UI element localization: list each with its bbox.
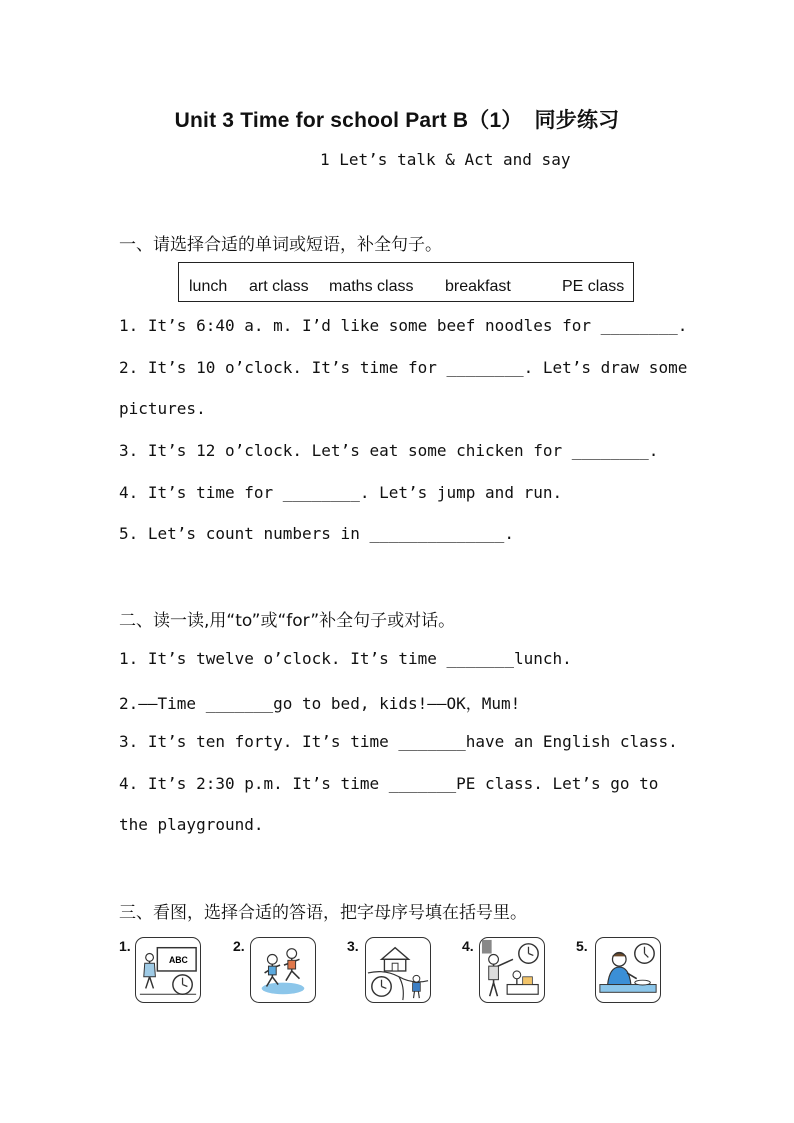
section3-heading: 三、看图，选择合适的答语，把字母序号填在括号里。 (119, 903, 527, 923)
children-running-icon (250, 937, 316, 1003)
page-title (0, 104, 794, 134)
title-suffix: 同步练习 (534, 109, 620, 132)
section2-question-2: 2.——Time _______go to bed, kids!——OK，Mum! (119, 694, 521, 713)
picture-number: 1. (119, 938, 131, 954)
section1-question-3: 3. It’s 12 o’clock. Let’s eat some chicken for ________. (119, 441, 659, 460)
house-road-clock-icon (365, 937, 431, 1003)
title-main: Unit 3 Time for school Part B（1） (174, 109, 523, 132)
word-bank-box (178, 262, 634, 302)
section1-heading: 一、请选择合适的单词或短语，补全句子。 (119, 235, 442, 255)
section1-question-1: 1. It’s 6:40 a. m. I’d like some beef noodles for ________. (119, 316, 688, 335)
board-text: ABC (168, 955, 188, 966)
word-bank-item: lunch (189, 278, 228, 295)
section1-question-2-cont: pictures. (119, 399, 206, 418)
father-child-clock-icon (479, 937, 545, 1003)
section1-question-5: 5. Let’s count numbers in ______________. (119, 524, 514, 543)
picture-number: 3. (347, 938, 359, 954)
word-bank-item: PE class (562, 278, 625, 295)
classroom-teacher-icon (135, 937, 201, 1003)
boy-eating-clock-icon (595, 937, 661, 1003)
picture-number: 4. (462, 938, 474, 954)
section2-heading: 二、读一读,用“to”或“for”补全句子或对话。 (119, 611, 456, 631)
section1-question-2: 2. It’s 10 o’clock. It’s time for ________. Let’s draw some (119, 358, 688, 377)
word-bank-item: art class (249, 278, 309, 295)
word-bank-item: breakfast (445, 278, 511, 295)
section2-question-4-cont: the playground. (119, 815, 264, 834)
section1-question-4: 4. It’s time for ________. Let’s jump and run. (119, 483, 563, 502)
word-bank-item: maths class (329, 278, 414, 295)
section2-question-3: 3. It’s ten forty. It’s time _______have an English class. (119, 732, 678, 751)
section2-question-4: 4. It’s 2:30 p.m. It’s time _______PE class. Let’s go to (119, 774, 659, 793)
picture-number: 5. (576, 938, 588, 954)
picture-number: 2. (233, 938, 245, 954)
section2-question-1: 1. It’s twelve o’clock. It’s time _______lunch. (119, 649, 572, 668)
page-subtitle: 1 Let’s talk & Act and say (320, 150, 571, 169)
